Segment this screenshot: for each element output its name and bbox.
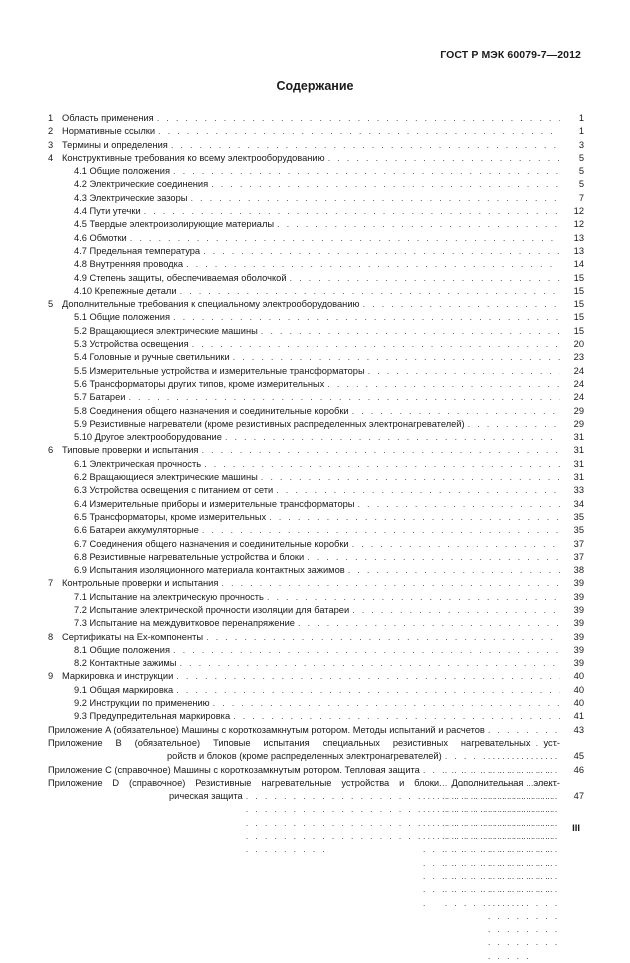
toc-entry-number: 3	[48, 139, 54, 150]
toc-entry-page: 13	[573, 232, 584, 243]
toc-entry-title: 9.1 Общая маркировка	[74, 684, 176, 697]
appendix-page: 45	[573, 751, 584, 762]
toc-entry-page: 33	[573, 485, 584, 496]
toc-entry-page: 7	[578, 192, 584, 203]
dot-leader	[368, 365, 560, 378]
dot-leader	[277, 218, 560, 231]
toc-appendix-entry[interactable]	[48, 764, 584, 777]
dot-leader	[213, 697, 560, 710]
toc-entry-title: 5.2 Вращающиеся электрические машины	[74, 325, 261, 338]
dot-leader	[201, 444, 560, 457]
toc-entry-title: 6.3 Устройства освещения с питанием от сети	[74, 484, 276, 497]
toc-entry[interactable]	[48, 125, 584, 138]
dot-leader	[144, 205, 560, 218]
toc-entry-title: 5.1 Общие положения	[74, 311, 173, 324]
dot-leader	[363, 298, 561, 311]
toc-entry-title: 4.10 Крепежные детали	[74, 285, 180, 298]
toc-entry-title: 6.5 Трансформаторы, кроме измерительных	[74, 511, 269, 524]
toc-entry-page: 15	[573, 285, 584, 296]
toc-entry-title: 9.3 Предупредительная маркировка	[74, 710, 233, 723]
toc-entry-title: 4.7 Предельная температура	[74, 245, 203, 258]
toc-entry-number: 9	[48, 671, 54, 682]
dot-leader	[158, 125, 560, 138]
toc-entry[interactable]	[48, 205, 584, 218]
toc-entry-page: 1	[578, 113, 584, 123]
toc-entry-page: 5	[578, 179, 584, 190]
toc-entry[interactable]	[48, 298, 584, 311]
toc-entry-title: Типовые проверки и испытания	[62, 444, 201, 457]
toc-entry[interactable]	[48, 351, 584, 364]
dot-leader	[225, 431, 560, 444]
toc-entry[interactable]	[48, 524, 584, 537]
dot-leader	[246, 790, 560, 856]
toc-entry-page: 15	[573, 312, 584, 323]
toc-entry-number: 5	[48, 299, 54, 310]
toc-entry[interactable]	[48, 338, 584, 351]
toc-entry-page: 39	[573, 618, 584, 629]
toc-entry-page: 39	[573, 631, 584, 642]
toc-entry[interactable]	[48, 604, 584, 617]
toc-entry[interactable]	[48, 285, 584, 298]
toc-entry-page: 3	[578, 139, 584, 150]
toc-entry[interactable]	[48, 564, 584, 577]
toc-entry-page: 5	[578, 166, 584, 177]
table-of-contents	[48, 112, 584, 803]
toc-entry-title: 4.1 Общие положения	[74, 165, 173, 178]
toc-entry[interactable]	[48, 538, 584, 551]
toc-entry-title: 4.9 Степень защиты, обеспечиваемая оболочкой	[74, 272, 290, 285]
toc-entry-title: Маркировка и инструкции	[62, 670, 176, 683]
toc-entry[interactable]	[48, 139, 584, 152]
dot-leader	[276, 484, 560, 497]
dot-leader	[173, 165, 560, 178]
dot-leader	[327, 378, 560, 391]
dot-leader	[157, 112, 560, 125]
toc-entry[interactable]	[48, 418, 584, 431]
toc-entry-title: 5.6 Трансформаторы других типов, кроме измерительных	[74, 378, 327, 391]
toc-entry-page: 35	[573, 511, 584, 522]
dot-leader	[179, 657, 560, 670]
toc-entry-title: 4.5 Твердые электроизолирующие материалы	[74, 218, 277, 231]
dot-leader	[352, 604, 560, 617]
toc-entry-title: Область применения	[62, 112, 157, 125]
appendix-page: 46	[573, 764, 584, 775]
dot-leader	[211, 178, 560, 191]
toc-entry-page: 31	[573, 472, 584, 483]
toc-entry[interactable]	[48, 657, 584, 670]
dot-leader	[171, 139, 560, 152]
toc-entry-page: 38	[573, 565, 584, 576]
toc-entry[interactable]	[48, 178, 584, 191]
toc-entry-title: 8.1 Общие положения	[74, 644, 173, 657]
toc-entry-number: 2	[48, 126, 54, 137]
document-id: ГОСТ Р МЭК 60079-7—2012	[440, 49, 581, 61]
toc-entry-page: 39	[573, 591, 584, 602]
toc-entry-title: Контрольные проверки и испытания	[62, 577, 221, 590]
toc-entry-title: 4.4 Пути утечки	[74, 205, 144, 218]
toc-entry-title: 9.2 Инструкции по применению	[74, 697, 213, 710]
appendix-title: Приложение C (справочное) Машины с короткозамкнутым ротором. Тепловая защита	[48, 764, 423, 910]
toc-appendix-entry[interactable]	[48, 737, 584, 764]
toc-entry-number: 4	[48, 152, 54, 163]
toc-entry[interactable]	[48, 444, 584, 457]
toc-entry[interactable]	[48, 272, 584, 285]
toc-appendix-entry[interactable]	[48, 777, 584, 804]
toc-entry[interactable]	[48, 378, 584, 391]
dot-leader	[267, 591, 560, 604]
toc-entry[interactable]	[48, 484, 584, 497]
dot-leader	[357, 498, 560, 511]
toc-entry-title: Конструктивные требования ко всему электрооборудованию	[62, 152, 328, 165]
toc-entry-page: 12	[573, 219, 584, 230]
appendix-title: Приложение A (обязательное) Машины с короткозамкнутым ротором. Методы испытаний и расчетов	[48, 724, 488, 963]
dot-leader	[468, 418, 560, 431]
dot-leader	[176, 670, 560, 683]
dot-leader	[221, 577, 560, 590]
toc-entry[interactable]	[48, 617, 584, 630]
toc-entry-number: 1	[48, 113, 54, 123]
toc-entry[interactable]	[48, 232, 584, 245]
toc-entry-page: 39	[573, 658, 584, 669]
dot-leader	[307, 551, 560, 564]
toc-entry-title: Дополнительные требования к специальному электрооборудованию	[62, 298, 363, 311]
toc-entry-page: 15	[573, 299, 584, 310]
dot-leader	[328, 152, 560, 165]
toc-entry-page: 39	[573, 604, 584, 615]
toc-entry-page: 31	[573, 445, 584, 456]
toc-entry[interactable]	[48, 644, 584, 657]
toc-entry-page: 24	[573, 378, 584, 389]
toc-entry-number: 7	[48, 578, 54, 589]
toc-entry[interactable]	[48, 684, 584, 697]
toc-entry-page: 1	[578, 126, 584, 137]
dot-leader	[348, 564, 560, 577]
toc-entry-title: Термины и определения	[62, 139, 171, 152]
toc-entry[interactable]	[48, 710, 584, 723]
toc-entry-title: 5.5 Измерительные устройства и измерительные трансформаторы	[74, 365, 368, 378]
appendix-title-line-2: ройств и блоков (кроме распределенных электронагревателей)	[167, 750, 445, 910]
toc-entry-title: 5.10 Другое электрооборудование	[74, 431, 225, 444]
appendix-page: 47	[573, 791, 584, 802]
dot-leader	[173, 644, 560, 657]
dot-leader	[233, 351, 560, 364]
toc-entry[interactable]	[48, 511, 584, 524]
toc-entry[interactable]	[48, 245, 584, 258]
dot-leader	[192, 338, 560, 351]
toc-entry-page: 29	[573, 418, 584, 429]
dot-leader	[352, 538, 560, 551]
toc-entry[interactable]	[48, 405, 584, 418]
dot-leader	[233, 710, 560, 723]
toc-entry-title: 4.2 Электрические соединения	[74, 178, 211, 191]
dot-leader	[176, 684, 560, 697]
appendix-title-line-1: Приложение D (справочное) Резистивные нагревательные устройства и блоки. Дополнительная элект-	[48, 777, 560, 788]
toc-entry-page: 24	[573, 365, 584, 376]
toc-entry[interactable]	[48, 325, 584, 338]
toc-entry-page: 31	[573, 432, 584, 443]
dot-leader	[180, 285, 560, 298]
toc-entry-title: 4.6 Обмотки	[74, 232, 130, 245]
toc-entry[interactable]	[48, 697, 584, 710]
toc-entry-page: 13	[573, 245, 584, 256]
toc-entry-number: 8	[48, 631, 54, 642]
dot-leader	[206, 631, 560, 644]
toc-entry-page: 34	[573, 498, 584, 509]
toc-entry-title: 6.8 Резистивные нагревательные устройства и блоки	[74, 551, 307, 564]
toc-appendix-entry[interactable]	[48, 724, 584, 737]
toc-entry[interactable]	[48, 577, 584, 590]
toc-entry[interactable]	[48, 471, 584, 484]
toc-entry-title: 8.2 Контактные зажимы	[74, 657, 179, 670]
toc-entry-title: 7.2 Испытание электрической прочности изоляции для батареи	[74, 604, 352, 617]
dot-leader	[186, 258, 560, 271]
dot-leader	[261, 471, 560, 484]
toc-entry-page: 31	[573, 458, 584, 469]
dot-leader	[173, 311, 560, 324]
toc-entry-title: Нормативные ссылки	[62, 125, 158, 138]
toc-entry-title: 6.4 Измерительные приборы и измерительные трансформаторы	[74, 498, 357, 511]
dot-leader	[352, 405, 560, 418]
toc-entry-page: 41	[573, 711, 584, 722]
dot-leader	[128, 391, 560, 404]
toc-entry-title: Сертификаты на Ex-компоненты	[62, 631, 206, 644]
toc-entry-page: 40	[573, 698, 584, 709]
toc-entry[interactable]	[48, 165, 584, 178]
toc-entry-title: 6.7 Соединения общего назначения и соединительные коробки	[74, 538, 352, 551]
toc-entry-title: 5.7 Батареи	[74, 391, 128, 404]
dot-leader	[190, 192, 560, 205]
toc-entry-title: 7.1 Испытание на электрическую прочность	[74, 591, 267, 604]
toc-entry-title: 4.8 Внутренняя проводка	[74, 258, 186, 271]
toc-entry[interactable]	[48, 258, 584, 271]
toc-entry-page: 23	[573, 352, 584, 363]
toc-entry-page: 37	[573, 538, 584, 549]
toc-entry[interactable]	[48, 112, 584, 125]
toc-entry[interactable]	[48, 218, 584, 231]
toc-entry-title: 5.4 Головные и ручные светильники	[74, 351, 233, 364]
dot-leader	[204, 458, 560, 471]
toc-entry[interactable]	[48, 631, 584, 644]
toc-entry[interactable]	[48, 192, 584, 205]
toc-entry[interactable]	[48, 458, 584, 471]
dot-leader	[261, 325, 560, 338]
toc-entry-title: 6.1 Электрическая прочность	[74, 458, 204, 471]
toc-entry-page: 37	[573, 551, 584, 562]
toc-entry-title: 5.3 Устройства освещения	[74, 338, 192, 351]
appendix-title-line-1: Приложение B (обязательное) Типовые испытания специальных резистивных нагревательных уст-	[48, 737, 560, 748]
toc-entry[interactable]	[48, 431, 584, 444]
toc-entry[interactable]	[48, 498, 584, 511]
dot-leader	[203, 245, 560, 258]
dot-leader	[290, 272, 560, 285]
toc-entry-title: 7.3 Испытание на междувитковое перенапряжение	[74, 617, 298, 630]
toc-entry[interactable]	[48, 551, 584, 564]
toc-entry-page: 15	[573, 272, 584, 283]
toc-entry-title: 4.3 Электрические зазоры	[74, 192, 190, 205]
appendix-title-line-2: рическая защита	[169, 790, 246, 856]
toc-entry[interactable]	[48, 311, 584, 324]
dot-leader	[269, 511, 560, 524]
toc-entry[interactable]	[48, 670, 584, 683]
toc-entry-title: 5.9 Резистивные нагреватели (кроме резистивных распределенных электронагревателей)	[74, 418, 468, 431]
toc-entry-page: 24	[573, 392, 584, 403]
page-title: Содержание	[276, 79, 354, 93]
toc-entry-page: 15	[573, 325, 584, 336]
page-number: III	[572, 823, 580, 834]
toc-entry-page: 20	[573, 339, 584, 350]
toc-entry-page: 5	[578, 152, 584, 163]
dot-leader	[202, 524, 560, 537]
toc-entry-page: 35	[573, 525, 584, 536]
toc-entry-page: 14	[573, 259, 584, 270]
toc-entry-page: 29	[573, 405, 584, 416]
toc-entry-page: 40	[573, 684, 584, 695]
toc-entry-page: 40	[573, 671, 584, 682]
toc-entry[interactable]	[48, 591, 584, 604]
toc-entry-title: 5.8 Соединения общего назначения и соединительные коробки	[74, 405, 352, 418]
toc-entry[interactable]	[48, 365, 584, 378]
appendix-page: 43	[573, 724, 584, 735]
toc-entry-title: 6.6 Батареи аккумуляторные	[74, 524, 202, 537]
dot-leader	[298, 617, 560, 630]
toc-entry[interactable]	[48, 391, 584, 404]
toc-entry-number: 6	[48, 445, 54, 456]
toc-entry-title: 6.9 Испытания изоляционного материала контактных зажимов	[74, 564, 348, 577]
toc-entry-page: 39	[573, 578, 584, 589]
toc-entry-page: 12	[573, 206, 584, 217]
toc-entry[interactable]	[48, 152, 584, 165]
toc-entry-page: 39	[573, 644, 584, 655]
toc-entry-title: 6.2 Вращающиеся электрические машины	[74, 471, 261, 484]
dot-leader	[130, 232, 560, 245]
